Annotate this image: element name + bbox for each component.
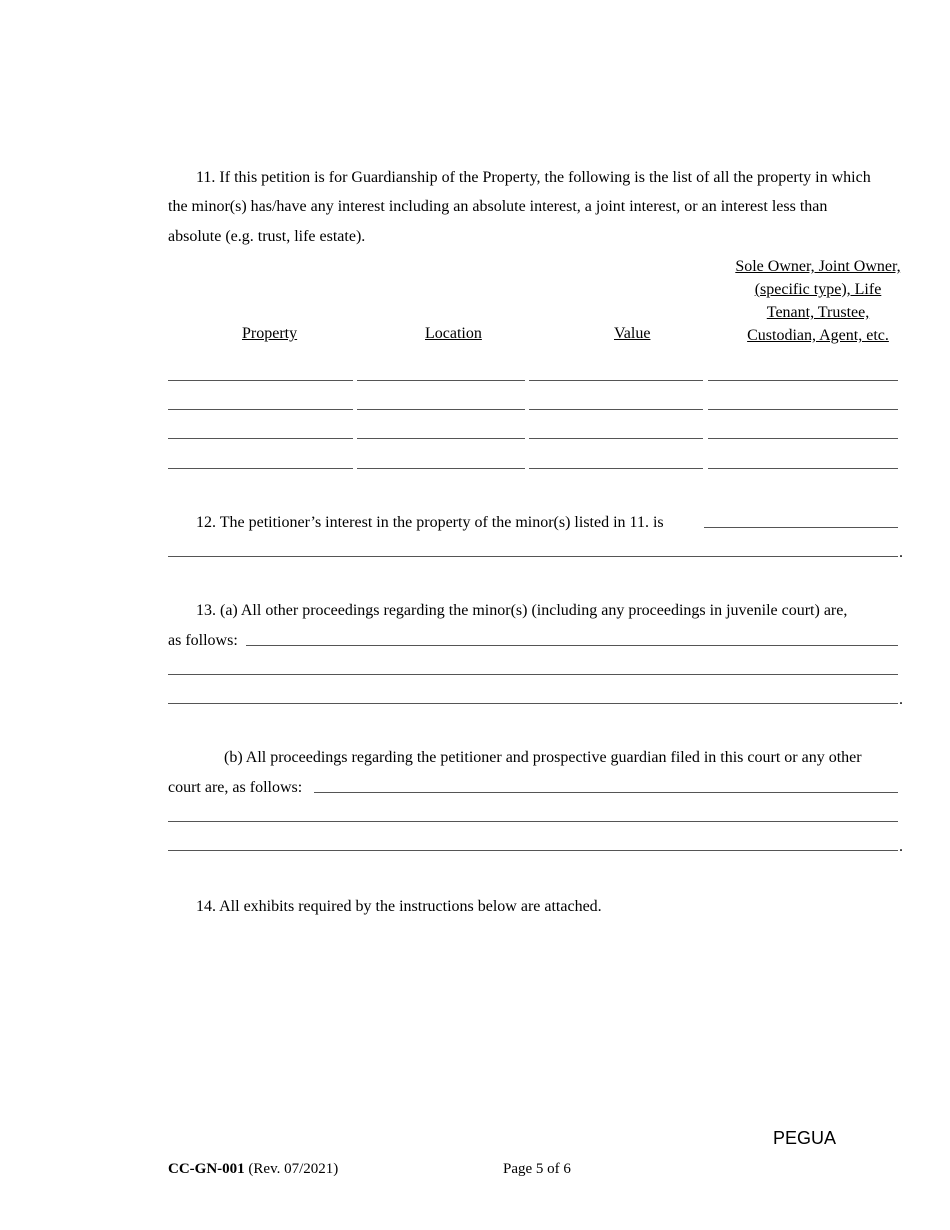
ownership-header-line3: Tenant, Trustee,: [766, 304, 870, 321]
column-header-location: Location: [425, 325, 482, 342]
location-field-row1[interactable]: [357, 380, 525, 381]
item11-line3: absolute (e.g. trust, life estate).: [168, 228, 366, 245]
item13b-line2: court are, as follows:: [168, 779, 303, 796]
value-field-row1[interactable]: [529, 380, 703, 381]
form-code-footer: [168, 1161, 338, 1178]
item13a-field-line1[interactable]: [246, 645, 898, 646]
property-field-row2[interactable]: [168, 409, 353, 410]
item13a-line1: 13. (a) All other proceedings regarding the minor(s) (including any proceedings in juvenile court) are,: [196, 602, 848, 619]
value-field-row4[interactable]: [529, 468, 703, 469]
item13a-line2: as follows:: [168, 632, 238, 649]
item11-line1: 11. If this petition is for Guardianship of the Property, the following is the list of all the property in which: [196, 169, 871, 186]
column-header-property: Property: [242, 325, 298, 342]
property-field-row1[interactable]: [168, 380, 353, 381]
location-field-row3[interactable]: [357, 438, 525, 439]
item14-text: 14. All exhibits required by the instructions below are attached.: [196, 898, 602, 915]
ownership-field-row2[interactable]: [708, 409, 898, 410]
item13a-field-line2[interactable]: [168, 674, 898, 675]
ownership-header-line2: (specific type), Life: [754, 281, 882, 298]
item12-field-line2[interactable]: [168, 556, 898, 557]
column-header-value: Value: [614, 325, 651, 342]
item13b-field-line1[interactable]: [314, 792, 898, 793]
item11-line2: the minor(s) has/have any interest including an absolute interest, a joint interest, or an interest less than: [168, 198, 828, 215]
item13a-period: .: [899, 691, 903, 708]
location-field-row2[interactable]: [357, 409, 525, 410]
ownership-header-line4: Custodian, Agent, etc.: [747, 327, 889, 344]
item13b-field-line3[interactable]: [168, 850, 898, 851]
item13b-line1: (b) All proceedings regarding the petitioner and prospective guardian filed in this court or any other: [224, 749, 862, 766]
property-field-row3[interactable]: [168, 438, 353, 439]
ownership-field-row4[interactable]: [708, 468, 898, 469]
pegua-stamp: PEGUA: [773, 1128, 837, 1148]
form-code: CC-GN-001: [168, 1161, 245, 1177]
form-revision: (Rev. 07/2021): [244, 1161, 339, 1177]
column-header-ownership: [718, 255, 918, 347]
item13b-period: .: [899, 838, 903, 855]
location-field-row4[interactable]: [357, 468, 525, 469]
property-field-row4[interactable]: [168, 468, 353, 469]
page-number: Page 5 of 6: [503, 1161, 571, 1177]
item12-text: 12. The petitioner’s interest in the property of the minor(s) listed in 11. is: [196, 514, 664, 531]
item12-field-line1[interactable]: [704, 527, 898, 528]
item12-period: .: [899, 544, 903, 561]
item13b-field-line2[interactable]: [168, 821, 898, 822]
ownership-field-row1[interactable]: [708, 380, 898, 381]
item13a-field-line3[interactable]: [168, 703, 898, 704]
ownership-header-line1: Sole Owner, Joint Owner,: [735, 258, 901, 275]
value-field-row2[interactable]: [529, 409, 703, 410]
ownership-field-row3[interactable]: [708, 438, 898, 439]
value-field-row3[interactable]: [529, 438, 703, 439]
